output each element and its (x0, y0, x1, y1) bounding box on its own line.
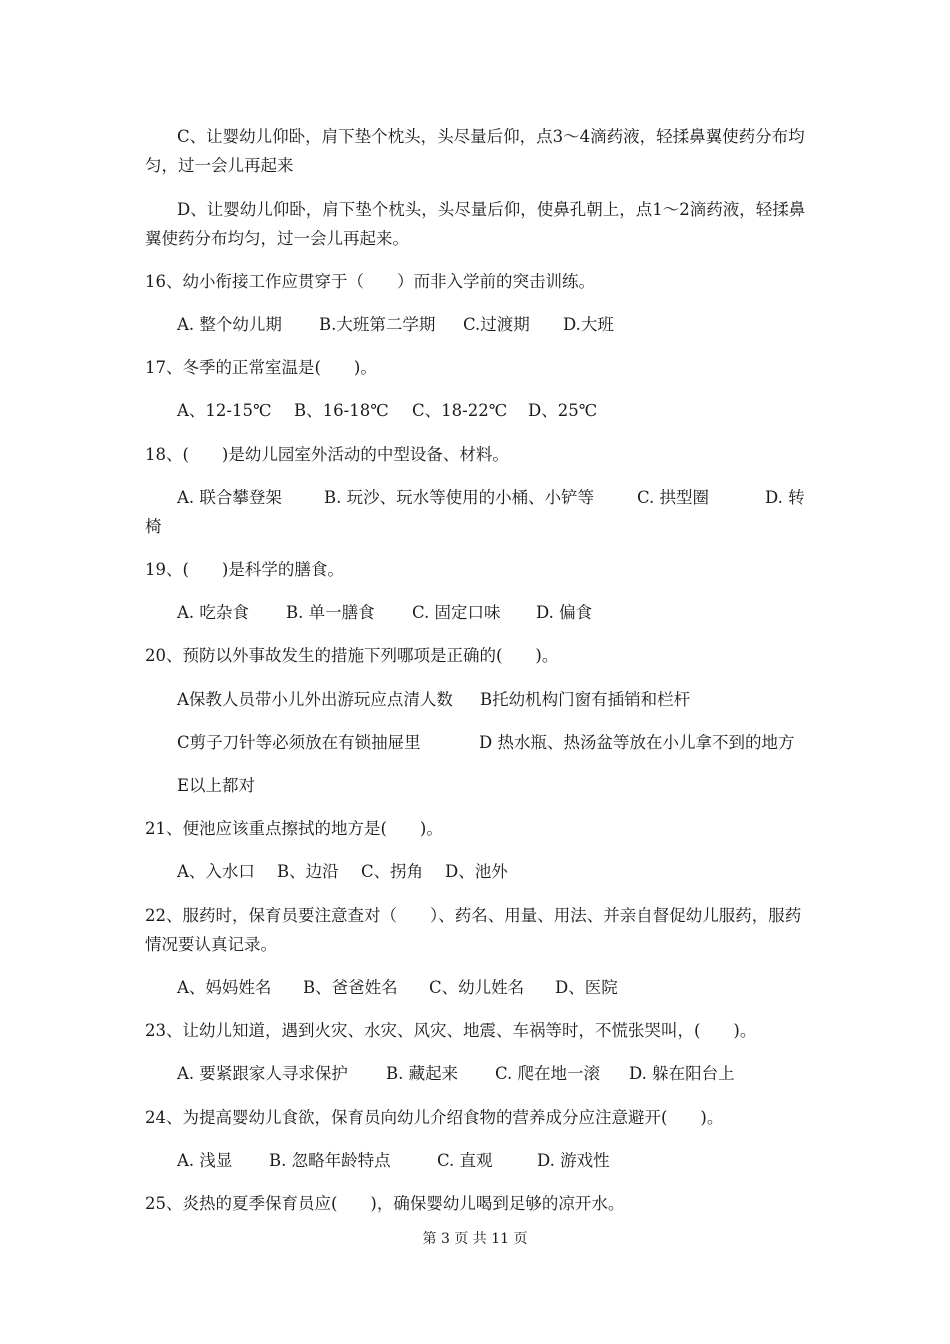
option-d: D. 游戏性 (537, 1151, 610, 1170)
option-c: C剪子刀针等必须放在有锁抽屉里 (177, 733, 421, 752)
question-22: 22、服药时，保育员要注意查对（ ）、药名、用量、用法、并亲自督促幼儿服药，服药 (145, 906, 802, 925)
question-16: 16、幼小衔接工作应贯穿于（ ）而非入学前的突击训练。 (145, 272, 595, 291)
option-c: C. 爬在地一滚 (495, 1064, 601, 1083)
option-b: B. 玩沙、玩水等使用的小桶、小铲等 (324, 488, 595, 507)
question-18-options (177, 487, 805, 509)
option-c: C. 直观 (437, 1151, 493, 1170)
option-b: B托幼机构门窗有插销和栏杆 (480, 690, 691, 709)
option-d: D、25℃ (528, 401, 598, 420)
option-d: D.大班 (563, 315, 614, 334)
option-b: B、16-18℃ (294, 401, 389, 420)
option-d: D、医院 (555, 978, 618, 997)
question-17-options (177, 400, 597, 422)
option-b: B.大班第二学期 (319, 315, 436, 334)
option-b: B. 藏起来 (386, 1064, 459, 1083)
question-24-options (177, 1150, 610, 1172)
question-22-options (177, 977, 618, 999)
option-a: A. 浅显 (177, 1151, 233, 1170)
option-c: C、18-22℃ (412, 401, 508, 420)
option-c: C. 拱型圈 (637, 488, 710, 507)
question-18-options-continuation: 椅 (145, 517, 162, 536)
option-c-line: C、让婴幼儿仰卧，肩下垫个枕头，头尽量后仰，点3～4滴药液，轻揉鼻翼使药分布均 (177, 127, 805, 146)
question-17: 17、冬季的正常室温是( )。 (145, 358, 377, 377)
question-19-options (177, 602, 592, 624)
question-20-option-e: E以上都对 (177, 776, 256, 795)
question-22-continuation: 情况要认真记录。 (145, 935, 277, 954)
page-footer: 第 3 页 共 11 页 (422, 1231, 528, 1247)
option-d: D、池外 (445, 862, 508, 881)
option-b: B. 忽略年龄特点 (269, 1151, 391, 1170)
option-a: A. 联合攀登架 (177, 488, 282, 507)
question-21-options (177, 861, 508, 883)
question-23-options (177, 1063, 735, 1085)
option-b: B、边沿 (277, 862, 339, 881)
option-c-continuation: 匀，过一会儿再起来 (145, 156, 294, 175)
option-d: D 热水瓶、热汤盆等放在小儿拿不到的地方 (479, 733, 795, 752)
question-18: 18、( )是幼儿园室外活动的中型设备、材料。 (145, 445, 509, 464)
option-d: D. 躲在阳台上 (629, 1064, 735, 1083)
option-a: A保教人员带小儿外出游玩应点清人数 (177, 690, 453, 709)
option-a: A、12-15℃ (177, 401, 272, 420)
question-20-options-ab (177, 689, 690, 711)
option-a: A. 要紧跟家人寻求保护 (177, 1064, 348, 1083)
question-20: 20、预防以外事故发生的措施下列哪项是正确的( )。 (145, 646, 559, 665)
question-21: 21、便池应该重点擦拭的地方是( )。 (145, 819, 443, 838)
option-d-line: D、让婴幼儿仰卧，肩下垫个枕头，头尽量后仰，使鼻孔朝上，点1～2滴药液，轻揉鼻 (177, 200, 806, 219)
question-19: 19、( )是科学的膳食。 (145, 560, 344, 579)
option-a: A、妈妈姓名 (177, 978, 272, 997)
option-d: D. 转 (765, 488, 805, 507)
question-23: 23、让幼儿知道，遇到火灾、水灾、风灾、地震、车祸等时，不慌张哭叫，( )。 (145, 1021, 757, 1040)
option-d: D. 偏食 (536, 603, 593, 622)
option-c: C、拐角 (361, 862, 424, 881)
question-24: 24、为提高婴幼儿食欲，保育员向幼儿介绍食物的营养成分应注意避开( )。 (145, 1108, 724, 1127)
question-16-options (177, 314, 614, 336)
option-d-continuation: 翼使药分布均匀，过一会儿再起来。 (145, 229, 409, 248)
option-c: C. 固定口味 (412, 603, 501, 622)
option-a: A、入水口 (177, 862, 255, 881)
option-b: B. 单一膳食 (286, 603, 375, 622)
option-b: B、爸爸姓名 (303, 978, 398, 997)
option-c: C.过渡期 (463, 315, 530, 334)
option-c: C、幼儿姓名 (429, 978, 525, 997)
option-a: A. 整个幼儿期 (177, 315, 282, 334)
option-a: A. 吃杂食 (177, 603, 249, 622)
question-20-options-cd (177, 732, 794, 754)
question-25: 25、炎热的夏季保育员应( )，确保婴幼儿喝到足够的凉开水。 (145, 1194, 625, 1213)
